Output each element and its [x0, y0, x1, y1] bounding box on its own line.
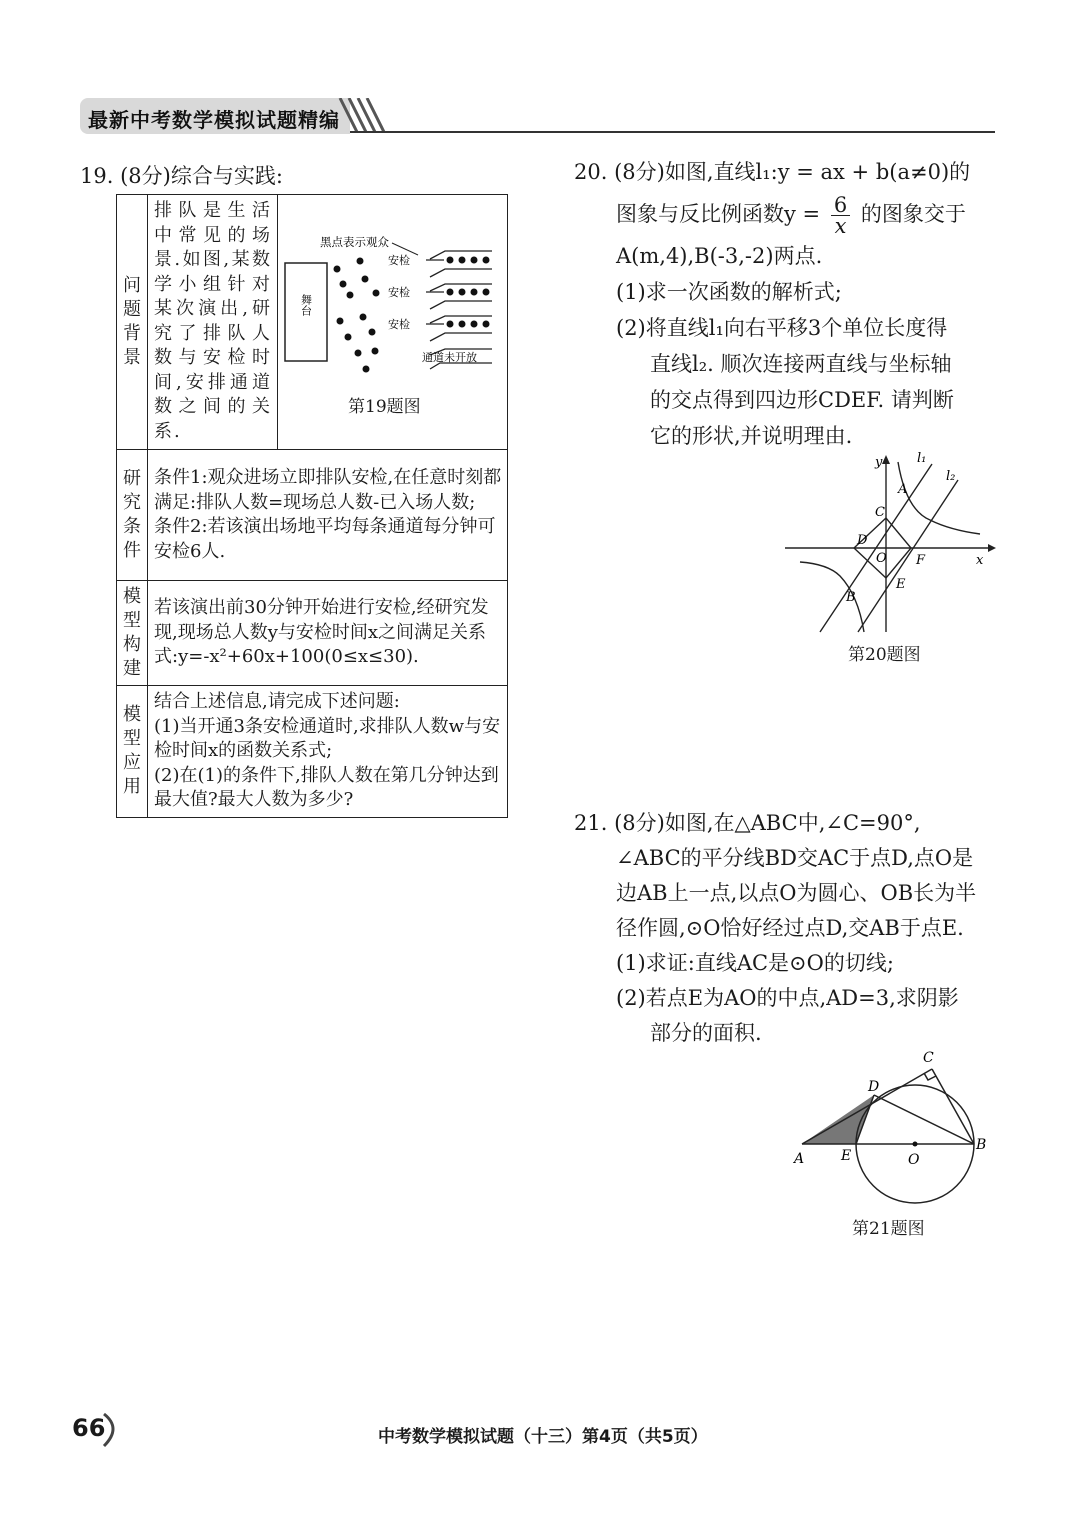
label-l2: l₂ [946, 469, 956, 484]
header-stripes [335, 98, 395, 134]
header-rule [350, 131, 995, 133]
task-intro: 结合上述信息,请完成下述问题: [154, 691, 400, 712]
q21-line4: 径作圆,⊙O恰好经过点D,交AB于点E. [616, 916, 964, 940]
row-content [148, 195, 508, 450]
label-O: O [908, 1152, 920, 1168]
label-D: D [868, 1079, 880, 1095]
gate-label-1: 安检 [388, 254, 410, 267]
page-number-swoosh [96, 1410, 126, 1450]
label-l1: l₁ [917, 451, 927, 466]
shaded-region [802, 1095, 874, 1144]
q20-line3: A(m,4),B(-3,-2)两点. [616, 244, 823, 268]
label-D: D [857, 533, 868, 548]
q20-part2-d: 它的形状,并说明理由. [650, 424, 853, 448]
q20-text [574, 154, 1004, 454]
gate-arrows [426, 260, 444, 324]
queue-dots [447, 257, 490, 328]
task-1: (1)当开通3条安检通道时,求排队人数w与安检时间x的函数关系式; [154, 715, 501, 761]
condition-1: 条件1:观众进场立即排队安检,在任意时刻都满足:排队人数=现场总人数-已入场人数; [154, 467, 502, 513]
q21-part2-b: 部分的面积. [650, 1021, 762, 1045]
q20-part1: (1)求一次函数的解析式; [616, 280, 842, 304]
stage-label: 舞台 [299, 294, 313, 316]
page-number: 66 [72, 1414, 106, 1442]
q20-line2-end: 的图象交于 [860, 202, 966, 226]
row-content [148, 450, 508, 581]
segment-ac [802, 1069, 932, 1144]
condition-2: 条件2:若该演出场地平均每条通道每分钟可安检6人. [154, 516, 496, 562]
q21-line2: ∠ABC的平分线BD交AC于点D,点O是 [616, 846, 974, 870]
y-axis-arrow [882, 455, 890, 464]
q21-line1: 21. (8分)如图,在△ABC中,∠C=90°, [574, 811, 921, 835]
book-title: 最新中考数学模拟试题精编 [88, 108, 340, 132]
label-B: B [976, 1137, 987, 1153]
label-E: E [896, 577, 906, 592]
q20-part2-a: (2)将直线l₁向右平移3个单位长度得 [616, 316, 948, 340]
line-l2 [858, 480, 958, 632]
footer-text: 中考数学模拟试题（十三）第4页（共5页） [378, 1427, 708, 1447]
fraction-numerator: 6 [831, 195, 850, 216]
q19-heading: 19. (8分)综合与实践: [80, 164, 283, 188]
background-text: 排队是生活中常见的场景.如图,某数学小组针对某次演出,研究了排队人数与安检时间,安排通道数之间的关系. [148, 195, 278, 449]
q21-caption: 第21题图 [852, 1219, 925, 1239]
q21-text [574, 806, 1004, 1051]
label-E: E [841, 1148, 852, 1164]
q20-heading: 20. (8分)如图,直线 [574, 160, 756, 184]
label-x: x [976, 553, 984, 568]
center-dot [913, 1142, 918, 1147]
q20-line-eq: l₁:y = ax + b(a≠0)的 [755, 160, 971, 184]
label-C: C [875, 505, 885, 520]
row-label: 模型构建 [117, 581, 148, 686]
table-row [117, 195, 508, 450]
label-F: F [916, 553, 926, 568]
row-content: 若该演出前30分钟开始进行安检,经研究发现,现场总人数y与安检时间x之间满足关系式:y=-x²+60x+100(0≤x≤30). [148, 581, 508, 686]
label-A: A [794, 1151, 805, 1167]
row-label: 模型应用 [117, 686, 148, 818]
q21-figure [790, 1045, 1000, 1210]
label-B: B [846, 590, 856, 605]
label-O: O [876, 551, 887, 566]
row-label: 研究条件 [117, 450, 148, 581]
row-label: 问题背景 [117, 195, 148, 450]
segment-cb [932, 1069, 974, 1144]
q19-table [116, 194, 508, 818]
q21-part2-a: (2)若点E为AO的中点,AD=3,求阴影 [616, 986, 959, 1010]
fraction-denominator: x [834, 214, 847, 238]
q20-part2-c: 的交点得到四边形CDEF. 请判断 [650, 388, 954, 412]
gate-label-2: 安检 [388, 286, 410, 299]
segment-db [874, 1095, 974, 1144]
q21-line3: 边AB上一点,以点O为圆心、OB长为半 [616, 881, 977, 905]
table-row [117, 686, 508, 818]
q21-part1: (1)求证:直线AC是⊙O的切线; [616, 951, 894, 975]
label-A: A [898, 482, 908, 497]
x-axis-arrow [988, 544, 996, 552]
label-C: C [923, 1050, 934, 1066]
gate-label-3: 安检 [388, 318, 410, 331]
legend-text: 黑点表示观众 [320, 235, 389, 249]
closed-channel-label: 通道未开放 [422, 351, 477, 364]
label-y: y [875, 455, 883, 470]
row-content [148, 686, 508, 818]
table-row [117, 450, 508, 581]
table-row [117, 581, 508, 686]
task-2: (2)在(1)的条件下,排队人数在第几分钟达到最大值?最大人数为多少? [154, 764, 499, 810]
q19-caption: 第19题图 [348, 397, 421, 417]
q20-part2-b: 直线l₂. 顺次连接两直线与坐标轴 [650, 352, 952, 376]
q20-graph [780, 450, 1000, 635]
q20-caption: 第20题图 [848, 645, 921, 665]
audience-dots [334, 258, 380, 373]
q20-line2: 图象与反比例函数y = [616, 202, 821, 226]
hyperbola-branch-1 [898, 462, 980, 534]
q19-figure [278, 195, 507, 449]
